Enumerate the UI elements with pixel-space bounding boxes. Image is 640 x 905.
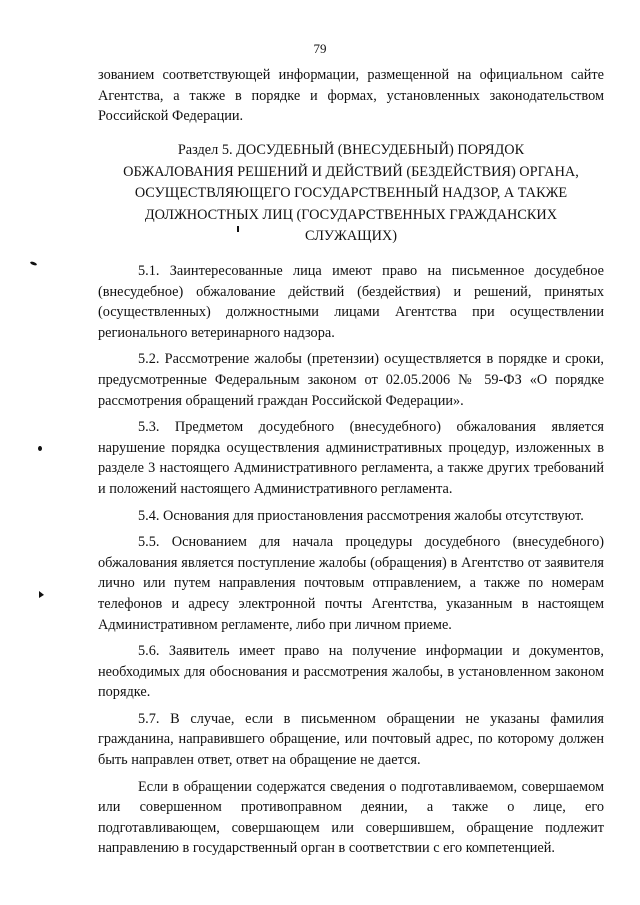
section-title-line: ДОЛЖНОСТНЫХ ЛИЦ (ГОСУДАРСТВЕННЫХ ГРАЖДАНСКИХ bbox=[144, 206, 558, 223]
paragraph-5-5: 5.5. Основанием для начала процедуры досудебного (внесудебного) обжалования является поступление жалобы (обращения) в Агентство от заявителя лично или путем направления почтовым отправлением, а также по номерам телефонов и адресу электронной почты Агентства, указанным в настоящем Административном регламенте, либо при личном приеме. bbox=[98, 534, 604, 633]
scan-mark bbox=[30, 261, 38, 266]
section-title bbox=[98, 140, 604, 248]
paragraph-5-3: 5.3. Предметом досудебного (внесудебного) обжалования является нарушение порядка осуществления административных процедур, изложенных в разделе 3 настоящего Административного регламента, а также других требований и положений настоящего Административного регламента. bbox=[98, 419, 604, 497]
scan-mark bbox=[237, 226, 239, 232]
intro-paragraph: зованием соответствующей информации, размещенной на официальном сайте Агентства, а также в порядке и формах, установленных законодательством Российской Федерации. bbox=[98, 67, 604, 125]
paragraph-5-6: 5.6. Заявитель имеет право на получение информации и документов, необходимых для обоснования и рассмотрения жалобы, в установленном законом порядке. bbox=[98, 643, 604, 701]
paragraph-5-4: 5.4. Основания для приостановления рассмотрения жалобы отсутствуют. bbox=[138, 507, 584, 524]
section-title-line: СЛУЖАЩИХ) bbox=[305, 228, 397, 244]
paragraph-5-2: 5.2. Рассмотрение жалобы (претензии) осуществляется в порядке и сроки, предусмотренные Федеральным законом от 02.05.2006 № 59-ФЗ «О порядке рассмотрения обращений граждан Российской Федерации». bbox=[98, 351, 604, 409]
section-title-line: ОБЖАЛОВАНИЯ РЕШЕНИЙ И ДЕЙСТВИЙ (БЕЗДЕЙСТВИЯ) ОРГАНА, bbox=[123, 163, 579, 180]
paragraph-5-7: 5.7. В случае, если в письменном обращении не указаны фамилия гражданина, направившего обращение, или почтовый адрес, по которому должен быть направлен ответ, ответ на обращение не дается. bbox=[98, 710, 604, 769]
scan-mark bbox=[39, 591, 44, 598]
scan-mark bbox=[38, 446, 42, 451]
paragraph-5-1: 5.1. Заинтересованные лица имеют право на письменное досудебное (внесудебное) обжалование действий (бездействия) и решений, принятых (осуществленных) должностными лицами Агентства при осуществлении регионального ветеринарного надзора. bbox=[98, 263, 604, 341]
section-title-line: ОСУЩЕСТВЛЯЮЩЕГО ГОСУДАРСТВЕННЫЙ НАДЗОР, А ТАКЖЕ bbox=[134, 185, 568, 201]
section-title-line: Раздел 5. ДОСУДЕБНЫЙ (ВНЕСУДЕБНЫЙ) ПОРЯДОК bbox=[177, 142, 525, 158]
page-number: 79 bbox=[313, 41, 327, 56]
paragraph-5-7-continued: Если в обращении содержатся сведения о подготавливаемом, совершаемом или совершенном противоправном деянии, а также о лице, его подготавливающем, совершающем или совершившем, обращение подлежит направлению в государственный орган в соответствии с его компетенцией. bbox=[98, 778, 604, 857]
section-body bbox=[98, 261, 604, 859]
